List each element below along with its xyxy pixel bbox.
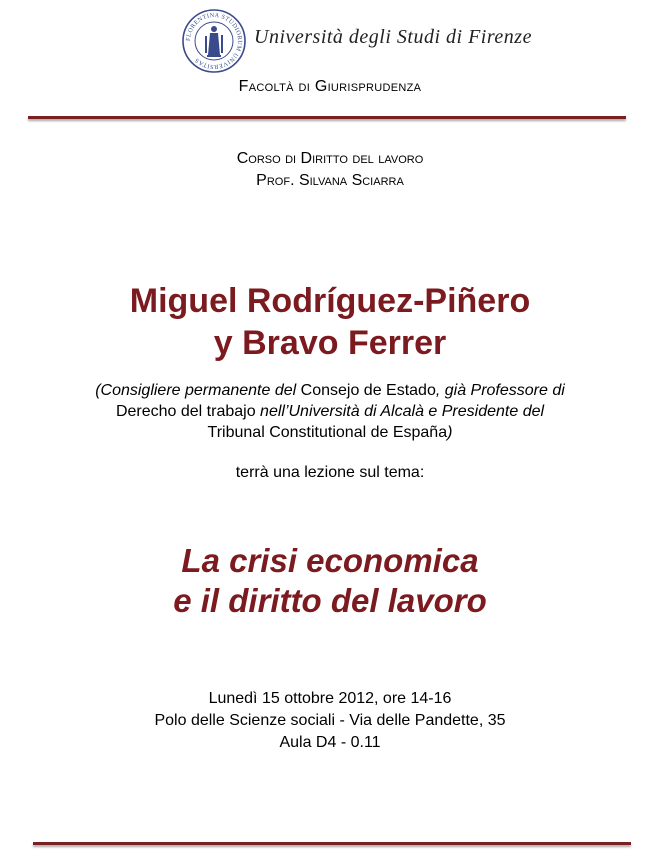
affiliation-part-1: (Consigliere permanente del xyxy=(95,382,301,399)
topic-line-1: La crisi economica xyxy=(181,542,479,579)
event-date: Lunedì 15 ottobre 2012, ore 14-16 xyxy=(208,690,452,707)
bottom-divider xyxy=(33,842,631,845)
topic-line-2: e il diritto del lavoro xyxy=(173,582,487,619)
affiliation-part-3: , già Professore di xyxy=(435,382,565,399)
event-details xyxy=(0,688,660,754)
affiliation-part-7: ) xyxy=(447,424,453,441)
lecture-topic xyxy=(0,541,660,621)
event-venue: Polo delle Scienze sociali - Via delle Pandette, 35 xyxy=(154,712,506,729)
event-room: Aula D4 - 0.11 xyxy=(279,734,381,751)
speaker-name xyxy=(0,280,660,364)
university-seal-icon xyxy=(181,8,247,74)
affiliation-part-4: Derecho del trabajo xyxy=(115,403,256,420)
speaker-affiliation xyxy=(0,380,660,443)
top-divider xyxy=(28,116,626,119)
speaker-line-1: Miguel Rodríguez-Piñero xyxy=(129,282,531,320)
affiliation-part-6: Tribunal Constitutional de España xyxy=(207,424,448,441)
lecture-intro: terrà una lezione sul tema: xyxy=(235,464,425,481)
affiliation-part-5: nell’Università di Alcalà e Presidente del xyxy=(255,403,545,420)
faculty-name: Facoltà di Giurisprudenza xyxy=(238,78,422,95)
university-name: Università degli Studi di Firenze xyxy=(254,26,532,48)
course-title: Corso di Diritto del lavoro xyxy=(236,150,424,167)
speaker-line-2: y Bravo Ferrer xyxy=(213,324,447,362)
affiliation-part-2: Consejo de Estado xyxy=(300,382,436,399)
course-professor: Prof. Silvana Sciarra xyxy=(256,172,404,189)
seal-text: FLORENTINA STUDIORUM UNIVERSITAS xyxy=(184,11,244,71)
course-block xyxy=(0,148,660,192)
